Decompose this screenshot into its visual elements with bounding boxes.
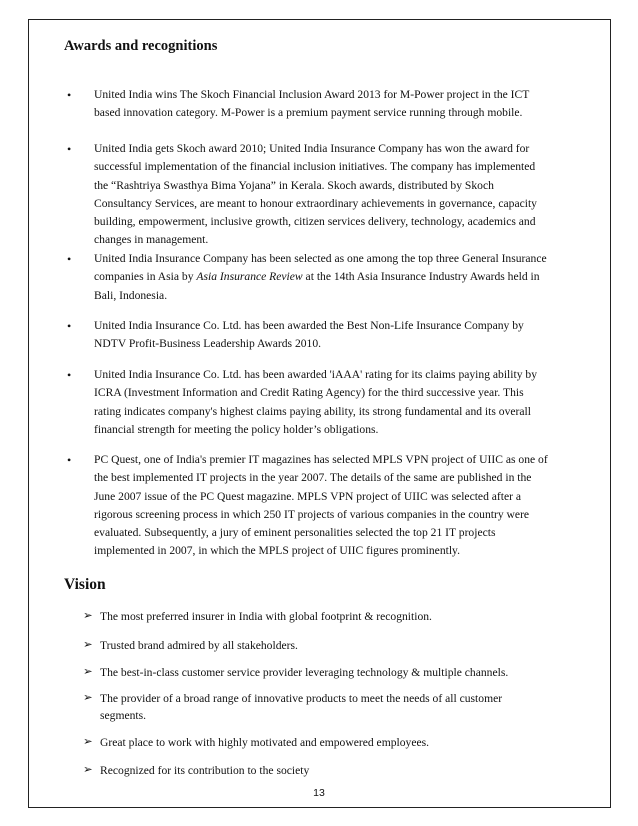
award-text: United India Insurance Co. Ltd. has been awarded the Best Non-Life Insurance Company by NDTV Profit-Business Leadership Awards 2010. [94,319,524,351]
award-item [67,140,549,250]
award-text: PC Quest, one of India's premier IT magazines has selected MPLS VPN project of UIIC as one of the best implemented IT projects in the year 2007. The details of the same are published in the June 2007 issue of the PC Quest magazine. MPLS VPN project of UIIC was selected after a rigorous screening process in which 250 IT projects of various companies in the country were evaluated. Subsequently, a jury of eminent personalities selected the top 21 IT projects implemented in 2007, in which the MPLS project of UIIC figures prominently. [94,453,548,558]
awards-heading: Awards and recognitions [64,38,218,54]
bullet-icon: • [67,88,72,102]
bullet-icon: • [67,368,72,382]
vision-text: The provider of a broad range of innovative products to meet the needs of all customer segments. [100,692,503,722]
vision-item [83,664,550,681]
arrow-bullet-icon: ➢ [83,690,93,704]
award-item [67,366,549,439]
arrow-bullet-icon: ➢ [83,664,93,678]
award-text: United India gets Skoch award 2010; United India Insurance Company has won the award for successful implementation of the financial inclusion initiatives. The company has implemented the “Rashtriya Swasthya Bima Yojana” in Kerala. Skoch awards, distributed by Skoch Consultancy Services, are meant to honour extraordinary achievements in governance, capacity building, empowerment, inclusive growth, citizen services delivery, technology, academics and changes in management. [94,142,537,247]
vision-text: Great place to work with highly motivated and empowered employees. [100,736,430,749]
page-number: 13 [313,787,325,799]
bullet-icon: • [67,453,72,467]
vision-item [83,637,550,654]
award-item [67,250,549,305]
award-item [67,451,549,561]
arrow-bullet-icon: ➢ [83,734,93,748]
bullet-icon: • [67,252,72,266]
vision-item [83,690,550,724]
vision-item [83,734,550,751]
vision-text: The best-in-class customer service provider leveraging technology & multiple channels. [100,666,509,679]
award-item [67,317,549,354]
arrow-bullet-icon: ➢ [83,608,93,622]
arrow-bullet-icon: ➢ [83,637,93,651]
award-item [67,86,549,123]
award-text-start: United India Insurance Company has been selected as one among the top three General Insurance companies in Asia by [94,252,547,284]
vision-item [83,608,550,625]
bullet-icon: • [67,319,72,333]
arrow-bullet-icon: ➢ [83,762,93,776]
vision-heading: Vision [64,576,106,593]
award-text: United India Insurance Co. Ltd. has been awarded 'iAAA' rating for its claims paying ability by ICRA (Investment Information and Credit Rating Agency) for the third successive year. This rating indicates company's highest claims paying ability, its strong fundamental and its overall financial strength for meeting the policy holder’s obligations. [94,368,538,436]
vision-text: Trusted brand admired by all stakeholders. [100,639,298,652]
award-text: United India wins The Skoch Financial Inclusion Award 2013 for M-Power project in the ICT based innovation category. M-Power is a premium payment service running through mobile. [94,88,530,120]
vision-item [83,762,550,779]
award-text-end: at the 14th Asia Insurance Industry Awards held in Bali, Indonesia. [94,270,540,302]
bullet-icon: • [67,142,72,156]
vision-text: Recognized for its contribution to the society [100,764,310,777]
vision-text: The most preferred insurer in India with global footprint & recognition. [100,610,432,623]
publication-name: Asia Insurance Review [196,270,303,284]
